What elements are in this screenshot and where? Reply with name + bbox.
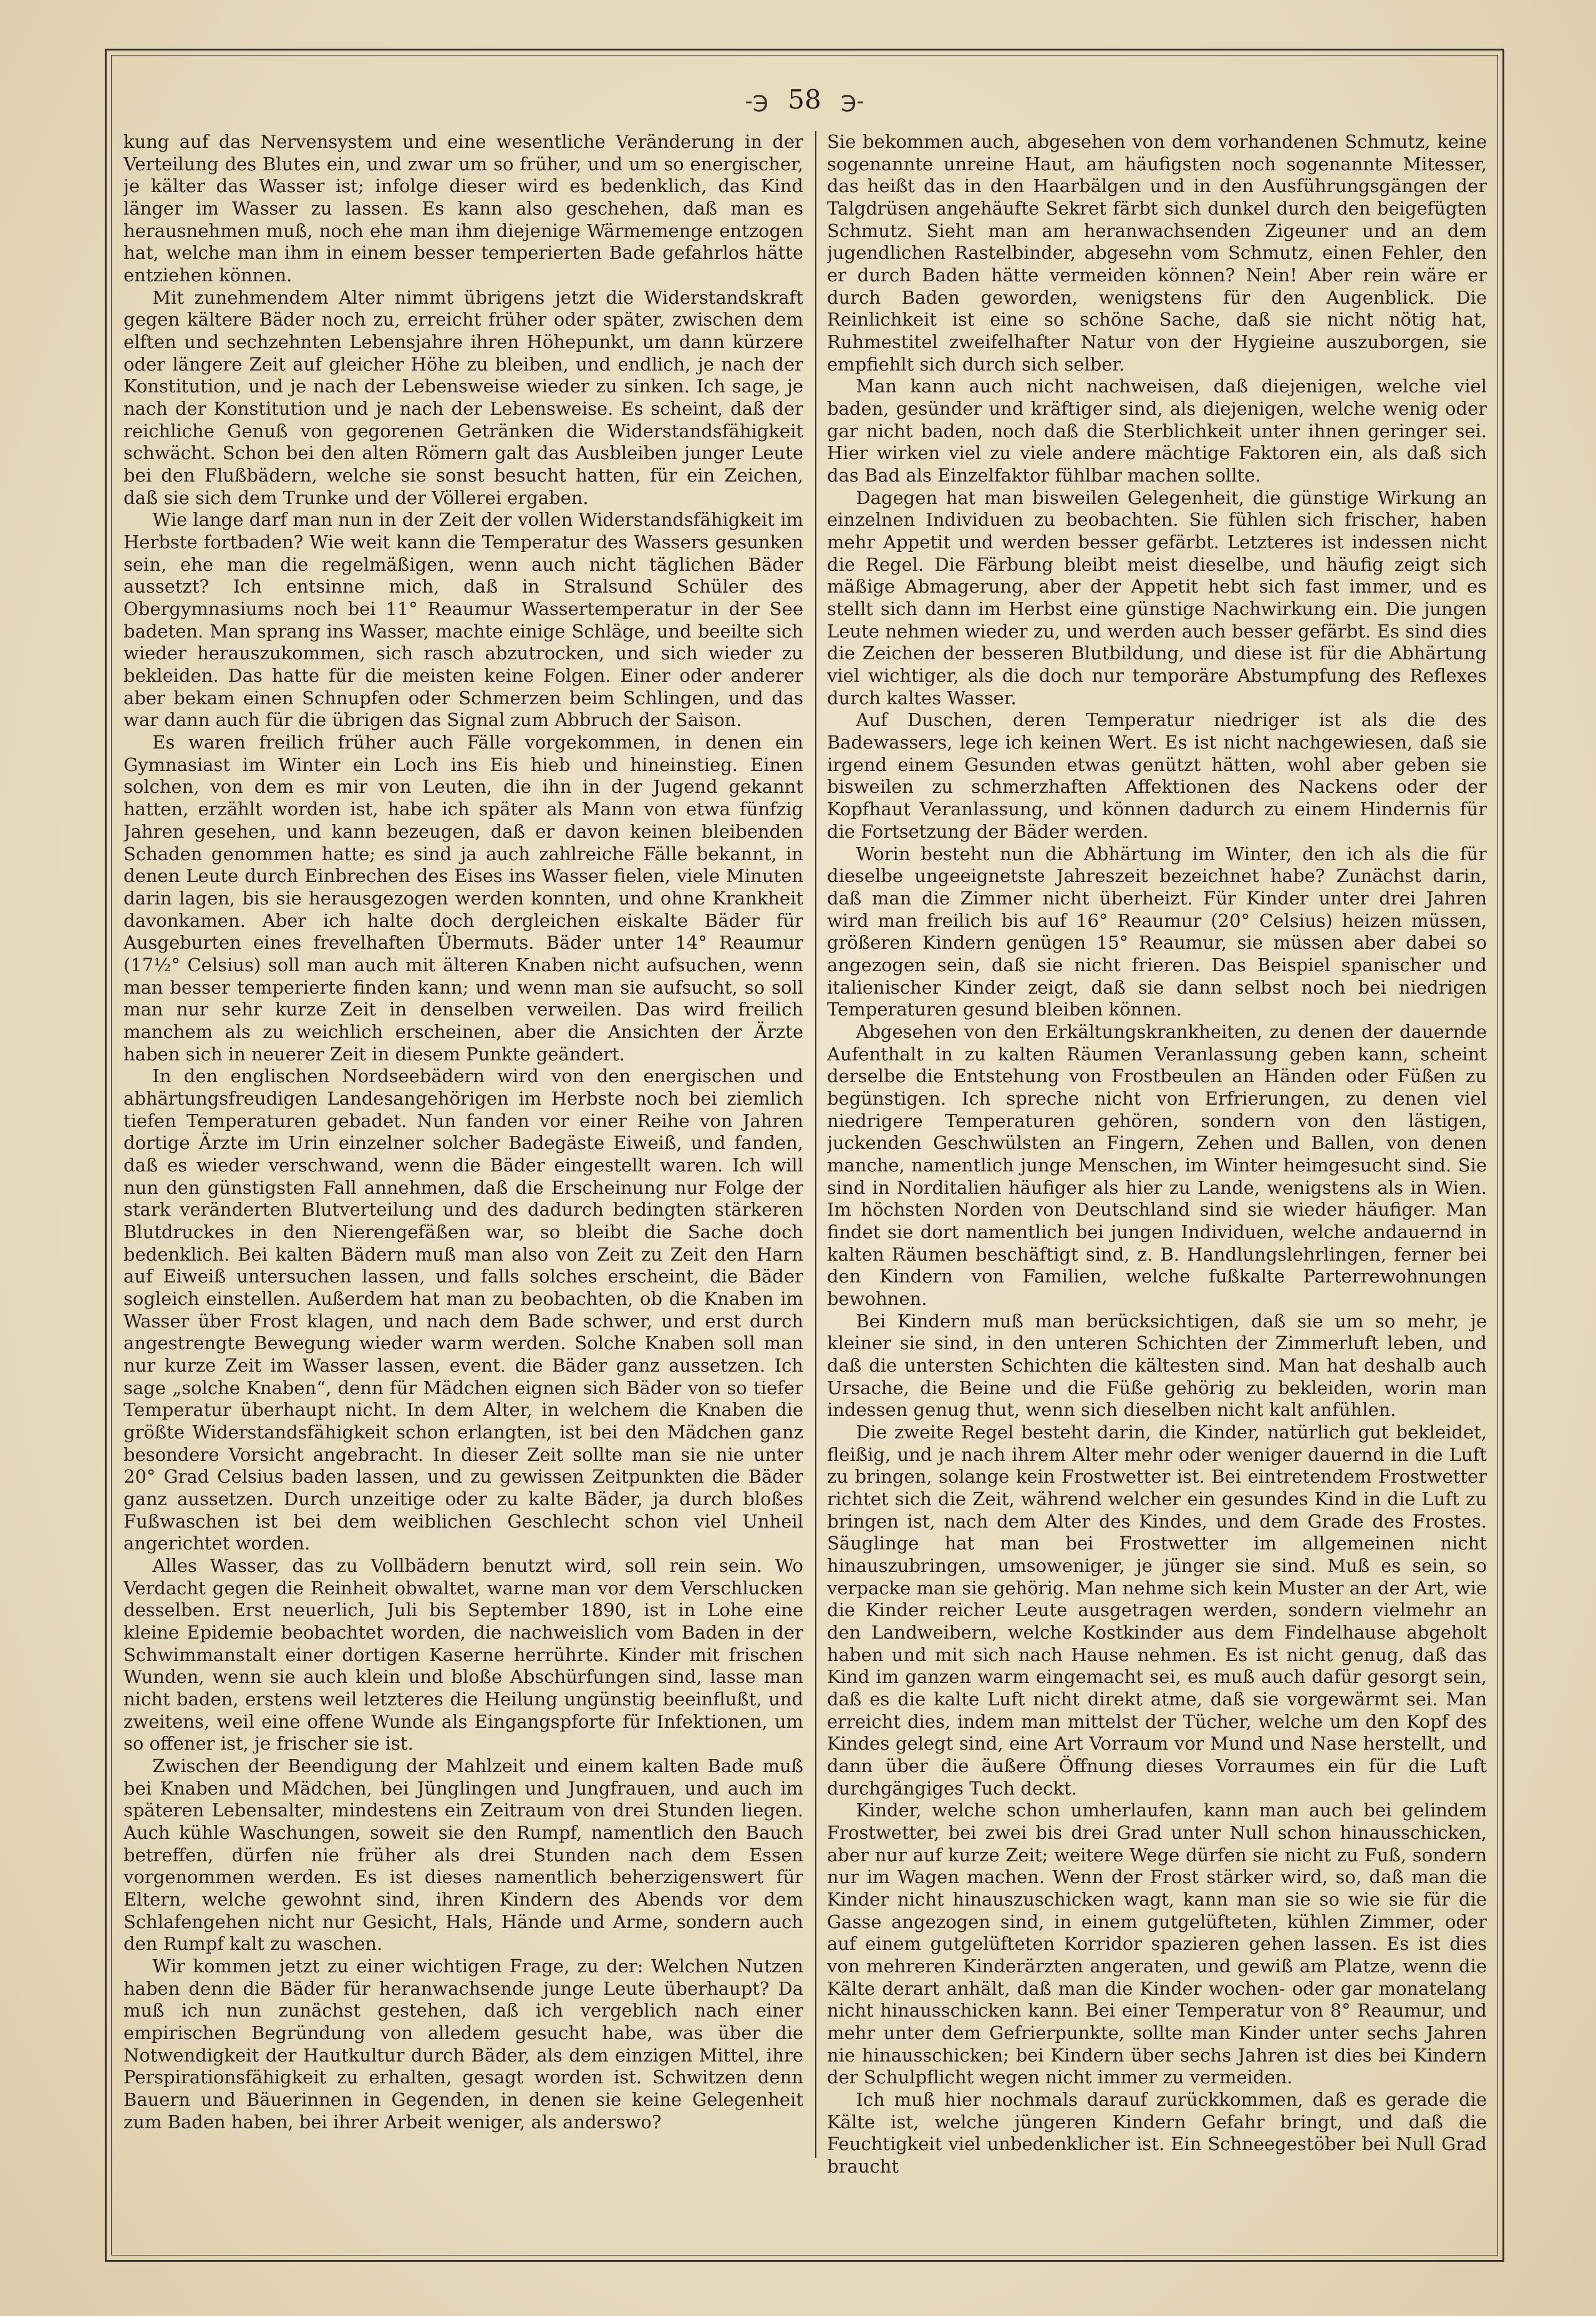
left-text-column <box>123 131 803 2189</box>
paragraph: kung auf das Nervensystem und eine wesentliche Veränderung in der Verteilung des Blutes ein, und zwar um so früher, und um so energischer, je kälter das Wasser ist; infolge dieser wird es bedenklich, das Kind länger im Wasser zu lassen. Es kann also geschehen, daß man es herausnehmen muß, noch ehe man ihm diejenige Wärmemenge entzogen hat, welche man ihm in einem besser temperierten Bade gefahrlos hätte entziehen können. <box>123 131 803 286</box>
paragraph: Kinder, welche schon umherlaufen, kann man auch bei gelindem Frostwetter, bei zwei bis drei Grad unter Null schon hinausschicken, aber nur auf kurze Zeit; weitere Wege dürfen sie nicht zu Fuß, sondern nur im Wagen machen. Wenn der Frost stärker wird, so, daß man die Kinder nicht hinauszuschicken wagt, kann man sie so wie sie für die Gasse angezogen sind, in einem gutgelüfteten, kühlen Zimmer, oder auf einem gutgelüfteten Korridor spazieren gehen lassen. Es ist dies von mehreren Kinderärzten angeraten, und gewiß am Platze, wenn die Kälte derart anhält, daß man die Kinder wochen- oder gar monatelang nicht hinausschicken kann. Bei einer Temperatur von 8° Reaumur, und mehr unter dem Gefrierpunkte, sollte man Kinder unter sechs Jahren nie hinausschicken; bei Kindern über sechs Jahren ist dies bei Kindern der Schulpflicht wegen nicht immer zu vermeiden. <box>827 1800 1487 2088</box>
right-text-column <box>827 131 1487 2189</box>
paragraph: In den englischen Nordseebädern wird von den energischen und abhärtungsfreudigen Landesangehörigen im Herbste noch bei ziemlich tiefen Temperaturen gebadet. Nun fanden vor einer Reihe von Jahren dortige Ärzte im Urin einzelner solcher Badegäste Eiweiß, und fanden, daß es wieder verschwand, wenn die Bäder eingestellt waren. Ich will nun den günstigsten Fall annehmen, daß die Erscheinung nur Folge der stark veränderten Blutverteilung und des dadurch bedingten stärkeren Blutdruckes in den Nierengefäßen war, so bleibt die Sache doch bedenklich. Bei kalten Bädern muß man also von Zeit zu Zeit den Harn auf Eiweiß untersuchen lassen, und falls solches erscheint, die Bäder sogleich einstellen. Außerdem hat man zu beobachten, ob die Knaben im Wasser über Frost klagen, und nach dem Bade schwer, und erst durch angestrengte Bewegung wieder warm werden. Solche Knaben soll man nur kurze Zeit im Wasser lassen, event. die Bäder ganz aussetzen. Ich sage „solche Knaben“, denn für Mädchen eignen sich Bäder von so tiefer Temperatur überhaupt nicht. In dem Alter, in welchem die Knaben die größte Widerstandsfähigkeit schon erlangten, ist bei den Mädchen ganz besondere Vorsicht angebracht. In dieser Zeit sollte man sie nie unter 20° Grad Celsius baden lassen, und zu gewissen Zeitpunkten die Bäder ganz aussetzen. Durch unzeitige oder zu kalte Bäder, ja durch bloßes Fußwaschen ist bei dem weiblichen Geschlecht schon viel Unheil angerichtet worden. <box>123 1065 803 1554</box>
paragraph: Es waren freilich früher auch Fälle vorgekommen, in denen ein Gymnasiast im Winter ein Loch ins Eis hieb und hineinstieg. Einen solchen, von dem es mir von Leuten, die ihn in der Jugend gekannt hatten, erzählt worden ist, habe ich später als Mann von etwa fünfzig Jahren gesehen, und kann bezeugen, daß er davon keinen bleibenden Schaden genommen hatte; es sind ja auch zahlreiche Fälle bekannt, in denen Leute durch Einbrechen des Eises ins Wasser fielen, viele Minuten darin lagen, bis sie herausgezogen werden konnten, und ohne Krankheit davonkamen. Aber ich halte doch dergleichen eiskalte Bäder für Ausgeburten eines frevelhaften Übermuts. Bäder unter 14° Reaumur (17½° Celsius) soll man auch mit älteren Knaben nicht aufsuchen, wenn man besser temperierte finden kann; und wenn man sie aufsucht, so soll man nur sehr kurze Zeit in denselben verweilen. Das wird freilich manchem als zu weichlich erscheinen, aber die Ansichten der Ärzte haben sich in neuerer Zeit in diesem Punkte geändert. <box>123 732 803 1065</box>
ornament-right-icon: ℈- <box>841 89 864 114</box>
paragraph: Worin besteht nun die Abhärtung im Winter, den ich als die für dieselbe ungeeignetste Jahreszeit bezeichnet habe? Zunächst darin, daß man die Zimmer nicht überheizt. Für Kinder unter drei Jahren wird man freilich bis auf 16° Reaumur (20° Celsius) heizen müssen, größeren Kindern genügen 15° Reaumur, sie müssen aber dabei so angezogen sein, daß sie nicht frieren. Das Beispiel spanischer und italienischer Kinder zeigt, daß sie dann selbst noch bei niedrigen Temperaturen gesund bleiben können. <box>827 843 1487 1020</box>
column-divider <box>815 131 816 2158</box>
paragraph: Mit zunehmendem Alter nimmt übrigens jetzt die Widerstandskraft gegen kältere Bäder noch zu, erreicht früher oder später, zwischen dem elften und sechzehnten Lebensjahre ihren Höhepunkt, um dann kürzere oder längere Zeit auf gleicher Höhe zu bleiben, und endlich, je nach der Konstitution, und je nach der Lebensweise wieder zu sinken. Ich sage, je nach der Konstitution und je nach der Lebensweise. Es scheint, daß der reichliche Genuß von gegorenen Getränken die Widerstandsfähigkeit schwächt. Schon bei den alten Römern galt das Ausbleiben junger Leute bei den Flußbädern, welche sie sonst besucht hatten, für ein Zeichen, daß sie sich dem Trunke und der Völlerei ergaben. <box>123 286 803 508</box>
paragraph: Sie bekommen auch, abgesehen von dem vorhandenen Schmutz, keine sogenannte unreine Haut, am häufigsten noch sogenannte Mitesser, das heißt das in den Haarbälgen und in den Ausführungsgängen der Talgdrüsen angehäufte Sekret färbt sich dunkel durch den beigefügten Schmutz. Sieht man am heranwachsenden Zigeuner und an dem jugendlichen Rastelbinder, abgesehn vom Schmutz, einen Fehler, den er durch Baden hätte vermeiden können? Nein! Aber rein wäre er durch Baden geworden, wenigstens für den Augenblick. Die Reinlichkeit ist eine so schöne Sache, daß sie nicht nötig hat, Ruhmestitel zweifelhafter Natur von der Hygieine auszuborgen, sie empfiehlt sich durch sich selber. <box>827 131 1487 375</box>
paragraph: Wie lange darf man nun in der Zeit der vollen Widerstandsfähigkeit im Herbste fortbaden? Wie weit kann die Temperatur des Wassers gesunken sein, ehe man die regelmäßigen, wenn auch nicht täglichen Bäder aussetzt? Ich entsinne mich, daß in Stralsund Schüler des Obergymnasiums noch bei 11° Reaumur Wassertemperatur in der See badeten. Man sprang ins Wasser, machte einige Schläge, und beeilte sich wieder herauszukommen, sich rasch abzutrocken, und sich wieder zu bekleiden. Das hatte für die meisten keine Folgen. Einer oder anderer aber bekam einen Schnupfen oder Schmerzen beim Schlingen, und das war dann auch für die übrigen das Signal zum Abbruch der Saison. <box>123 509 803 731</box>
page-header <box>111 75 1498 125</box>
paragraph: Bei Kindern muß man berücksichtigen, daß sie um so mehr, je kleiner sie sind, in den unteren Schichten der Zimmerluft leben, und daß die untersten Schichten die kältesten sind. Man hat deshalb auch Ursache, die Beine und die Füße gehörig zu bekleiden, worin man indessen genug thut, wenn sich dieselben nicht kalt anfühlen. <box>827 1310 1487 1421</box>
paragraph: Abgesehen von den Erkältungskrankheiten, zu denen der dauernde Aufenthalt in zu kalten Räumen Veranlassung geben kann, scheint derselbe die Entstehung von Frostbeulen an Händen oder Füßen zu begünstigen. Ich spreche nicht von Erfrierungen, zu denen viel niedrigere Temperaturen gehören, sondern von den lästigen, juckenden Geschwülsten an Fingern, Zehen und Ballen, von denen manche, namentlich junge Menschen, im Winter heimgesucht sind. Sie sind in Norditalien häufiger als hier zu Lande, wenigstens als in Wien. Im höchsten Norden von Deutschland sind sie wieder häufiger. Man findet sie dort namentlich bei jungen Individuen, welche andauernd in kalten Räumen beschäftigt sind, z. B. Handlungslehrlingen, ferner bei den Kindern von Familien, welche fußkalte Parterrewohnungen bewohnen. <box>827 1020 1487 1309</box>
paragraph: Ich muß hier nochmals darauf zurückkommen, daß es gerade die Kälte ist, welche jüngeren Kindern Gefahr bringt, und daß die Feuchtigkeit viel unbedenklicher ist. Ein Schneegestöber bei Null Grad braucht <box>827 2089 1487 2178</box>
paragraph: Alles Wasser, das zu Vollbädern benutzt wird, soll rein sein. Wo Verdacht gegen die Reinheit obwaltet, warne man vor dem Verschlucken desselben. Erst neuerlich, Juli bis September 1890, ist in Lohe eine kleine Epidemie beobachtet worden, die nachweislich vom Baden in der Schwimmanstalt einer dortigen Kaserne herrührte. Kinder mit frischen Wunden, wenn sie auch klein und bloße Abschürfungen sind, lasse man nicht baden, erstens weil letzteres die Heilung ungünstig beeinflußt, und zweitens, weil eine offene Wunde als Eingangspforte für Infektionen, um so offener ist, je frischer sie ist. <box>123 1555 803 1755</box>
paragraph: Die zweite Regel besteht darin, die Kinder, natürlich gut bekleidet, fleißig, und je nach ihrem Alter mehr oder weniger dauernd in die Luft zu bringen, solange kein Frostwetter ist. Bei eintretendem Frostwetter richtet sich die Zeit, während welcher ein gesundes Kind in die Luft zu bringen ist, nach dem Alter des Kindes, und dem Grade des Frostes. Säuglinge hat man bei Frostwetter im allgemeinen nicht hinauszubringen, umsoweniger, je jünger sie sind. Muß es sein, so verpacke man sie gehörig. Man nehme sich kein Muster an der Art, wie die Kinder reicher Leute ausgetragen werden, sondern vielmehr an den Landweibern, welche Kostkinder aus dem Findelhause abgeholt haben und mit sich nach Hause nehmen. Es ist nicht genug, daß das Kind im ganzen warm eingemacht sei, es muß auch dafür gesorgt sein, daß es die kalte Luft nicht direkt atme, daß sie vorgewärmt sei. Man erreicht dies, indem man mittelst der Tücher, welche um den Kopf des Kindes gelegt sind, eine Art Vorraum vor Mund und Nase herstellt, und dann über die äußere Öffnung dieses Vorraumes ein für die Luft durchgängiges Tuch deckt. <box>827 1421 1487 1799</box>
ornament-left-icon: -℈ <box>745 89 768 114</box>
paragraph: Man kann auch nicht nachweisen, daß diejenigen, welche viel baden, gesünder und kräftiger sind, als diejenigen, welche wenig oder gar nicht baden, noch daß die Sterblichkeit unter ihnen geringer sei. Hier wirken viel zu viele andere mächtige Faktoren ein, als daß sich das Bad als Einzelfaktor fühlbar machen sollte. <box>827 376 1487 487</box>
paragraph: Wir kommen jetzt zu einer wichtigen Frage, zu der: Welchen Nutzen haben denn die Bäder für heranwachsende junge Leute überhaupt? Da muß ich nun zunächst gestehen, daß ich vergeblich nach einer empirischen Begründung von alledem gesucht habe, was über die Notwendigkeit der Hautkultur durch Bäder, als dem einzigen Mittel, ihre Perspirationsfähigkeit zu erhalten, gesagt worden ist. Schwitzen denn Bauern und Bäuerinnen in Gegenden, in denen sie keine Gelegenheit zum Baden haben, bei ihrer Arbeit weniger, als anderswo? <box>123 1955 803 2133</box>
paragraph: Dagegen hat man bisweilen Gelegenheit, die günstige Wirkung an einzelnen Individuen zu beobachten. Sie fühlen sich frischer, haben mehr Appetit und werden besser gefärbt. Letzteres ist indessen nicht die Regel. Die Färbung bleibt meist dieselbe, und häufig zeigt sich mäßige Abmagerung, aber der Appetit hebt sich fast immer, und es stellt sich dann im Herbst eine günstige Nachwirkung ein. Die jungen Leute nehmen wieder zu, und werden auch besser gefärbt. Es sind dies die Zeichen der besseren Blutbildung, und diese ist für die Abhärtung viel wichtiger, als die doch nur temporäre Abstumpfung des Reflexes durch kaltes Wasser. <box>827 487 1487 709</box>
paragraph: Zwischen der Beendigung der Mahlzeit und einem kalten Bade muß bei Knaben und Mädchen, bei Jünglingen und Jungfrauen, und auch im späteren Lebensalter, mindestens ein Zeitraum von drei Stunden liegen. Auch kühle Waschungen, soweit sie den Rumpf, namentlich den Bauch betreffen, dürfen nie früher als drei Stunden nach dem Essen vorgenommen werden. Es ist dieses namentlich beherzigenswert für Eltern, welche gewohnt sind, ihren Kindern des Abends vor dem Schlafengehen nicht nur Gesicht, Hals, Hände und Arme, sondern auch den Rumpf kalt zu waschen. <box>123 1755 803 1955</box>
page-number: 58 <box>788 84 821 115</box>
paragraph: Auf Duschen, deren Temperatur niedriger ist als die des Badewassers, lege ich keinen Wert. Es ist nicht nachgewiesen, daß sie irgend einem Gesunden etwas genützt hätten, wohl aber geben sie bisweilen zu schmerzhaften Affektionen des Nackens oder der Kopfhaut Veranlassung, und können dadurch zu einem Hindernis für die Fortsetzung der Bäder werden. <box>827 709 1487 842</box>
